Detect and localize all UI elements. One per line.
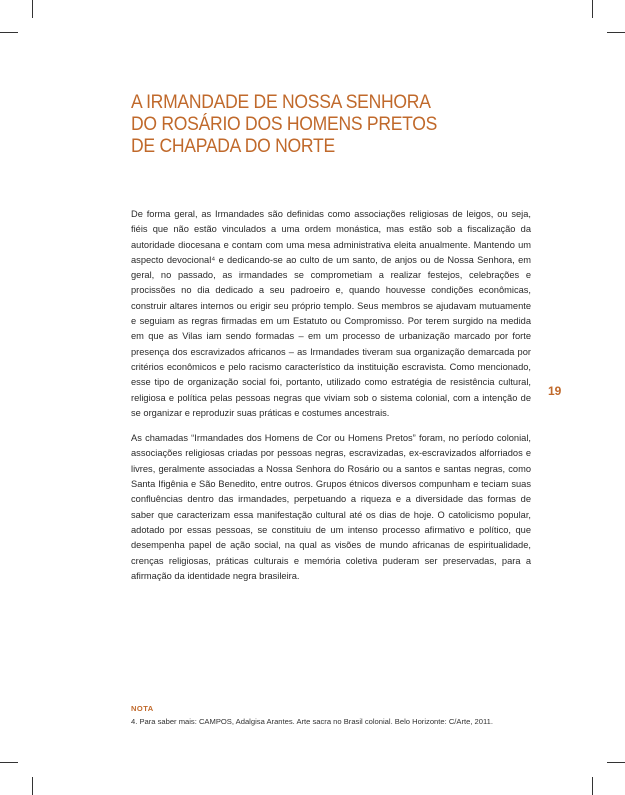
crop-mark <box>0 32 18 33</box>
crop-mark <box>32 777 33 795</box>
crop-mark <box>607 32 625 33</box>
footnote: 4. Para saber mais: CAMPOS, Adalgisa Arantes. Arte sacra no Brasil colonial. Belo Horizonte: C/Arte, 2011. <box>131 717 493 726</box>
note-heading: NOTA <box>131 704 154 713</box>
title-line: DO ROSÁRIO DOS HOMENS PRETOS <box>131 113 438 136</box>
crop-mark <box>592 0 593 18</box>
paragraph: De forma geral, as Irmandades são definidas como associações religiosas de leigos, ou seja, fiéis que não estão vinculados a uma ordem monástica, mas estão sob a fiscalização da autoridade diocesana e contam com uma mesa administrativa eleita anualmente. Mantendo um aspecto devocional⁴ e dedicando-se ao culto de um santo, de anjos ou de Nossa Senhora, em geral, no passado, as irmandades se comprometiam a realizar festejos, celebrações e procissões no dia dedicado a seu padroeiro e, quando houvesse condições econômicas, construir altares internos ou erigir seu próprio templo. Seus membros se ajudavam mutuamente e seguiam as regras firmadas em um Estatuto ou Compromisso. Por terem surgido na medida em que as Vilas iam sendo formadas – em um processo de urbanização marcado por forte presença dos escravizados africanos – as Irmandades tiveram sua organização demarcada por critérios econômicos e pelo racismo característico da instituição escravista. Como mencionado, esse tipo de organização social foi, portanto, utilizado como estratégia de resistência cultural, religiosa e política pelas pessoas negras que viviam sob o sistema colonial, com a intenção de se organizar e reproduzir suas práticas e costumes ancestrais. <box>131 209 531 418</box>
title-line: DE CHAPADA DO NORTE <box>131 135 335 158</box>
body-text <box>131 207 531 594</box>
paragraph: As chamadas “Irmandades dos Homens de Cor ou Homens Pretos” foram, no período colonial, associações religiosas criadas por pessoas negras, escravizadas, ex-escravizados alforriados e livres, geralmente associadas a Nossa Senhora do Rosário ou a santos e santas negras, como Santa Ifigênia e São Benedito, entre outros. Grupos étnicos diversos compunham e teciam suas confluências dentro das irmandades, perpetuando a riqueza e a diversidade das formas de saber que caracterizam essa manifestação cultural até os dias de hoje. O catolicismo popular, adotado por essas pessoas, se constituiu de um intenso processo afirmativo e político, que desempenha papel de ação social, na qual as visões de mundo africanas de espiritualidade, crenças religiosas, práticas culturais e memória coletiva puderam ser preservadas, para a afirmação da identidade negra brasileira. <box>131 433 531 581</box>
chapter-title <box>131 91 509 157</box>
crop-mark <box>592 777 593 795</box>
page-number: 19 <box>548 384 562 398</box>
crop-mark <box>607 762 625 763</box>
crop-mark <box>0 762 18 763</box>
title-line: A IRMANDADE DE NOSSA SENHORA <box>131 91 431 114</box>
crop-mark <box>32 0 33 18</box>
